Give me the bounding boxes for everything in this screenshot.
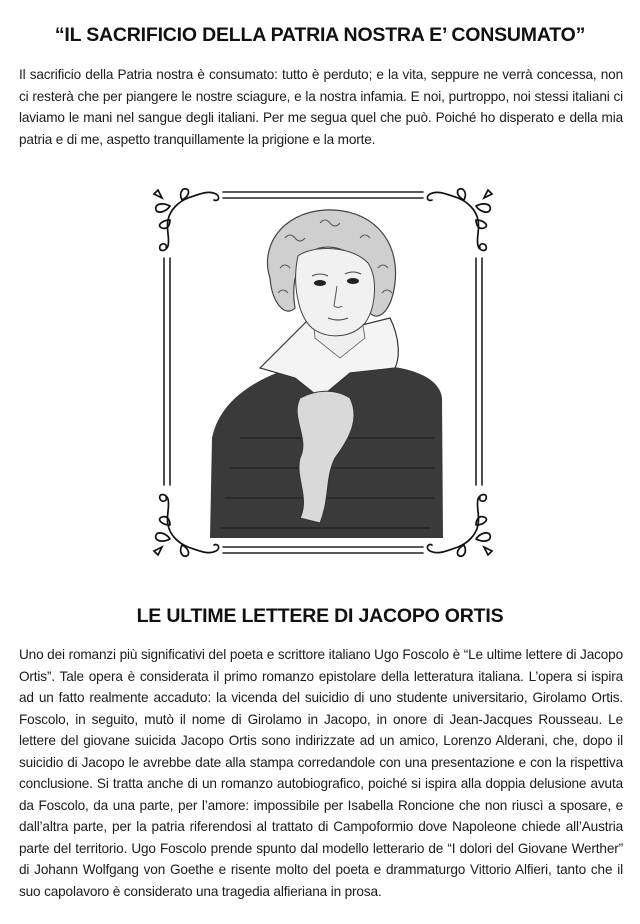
section-title: LE ULTIME LETTERE DI JACOPO ORTIS [136,605,504,627]
body-paragraph: Uno dei romanzi più significativi del poeta e scrittore italiano Ugo Foscolo è “Le ultime lettere di Jacopo Ortis”. Tale opera è considerata il primo romanzo epistolare della letteratura italiana. L’opera si ispira ad un fatto realmente accaduto: la vicenda del suicidio di uno studente universitario, Girolamo Ortis. Foscolo, in seguito, mutò il nome di Girolamo in Jacopo, in onore di Jean-Jacques Rousseau. Le lettere del giovane suicida Jacopo Ortis sono indirizzate ad un amico, Lorenzo Alderani, che, dopo il suicidio di Jacopo le avrebbe date alla stampa corredandole con una presentazione e con la rispettiva conclusione. Si tratta anche di un romanzo autobiografico, poiché si ispira alla doppia delusione avuta da Foscolo, da una parte, per l’amore: impossibile per Isabella Roncione che non riuscì a sposare, e dall’altra parte, per la patria riferendosi al trattato di Campoformio dove Napoleone chiede all’Austria parte del territorio. Ugo Foscolo prende spunto dal modello letterario de “I dolori del Giovane Werther” di Johann Wolfgang von Goethe e risente molto del poeta e drammaturgo Vittorio Alfieri, tanto che il suo capolavoro è considerato una tragedia alfieriana in prosa. [19,647,623,899]
quote-paragraph: Il sacrificio della Patria nostra è consumato: tutto è perduto; e la vita, seppure ne verrà concessa, non ci resterà che per piangere le nostre sciagure, e la nostra infamia. E noi, purtroppo, noi stessi italiani ci laviamo le mani nel sangue degli italiani. Per me segua quel che può. Poiché ho disperato e della mia patria e di me, aspetto tranquillamente la prigione e la morte. [19,67,623,147]
page-title: “IL SACRIFICIO DELLA PATRIA NOSTRA E’ CONSUMATO” [54,24,586,46]
portrait-image [200,208,445,538]
